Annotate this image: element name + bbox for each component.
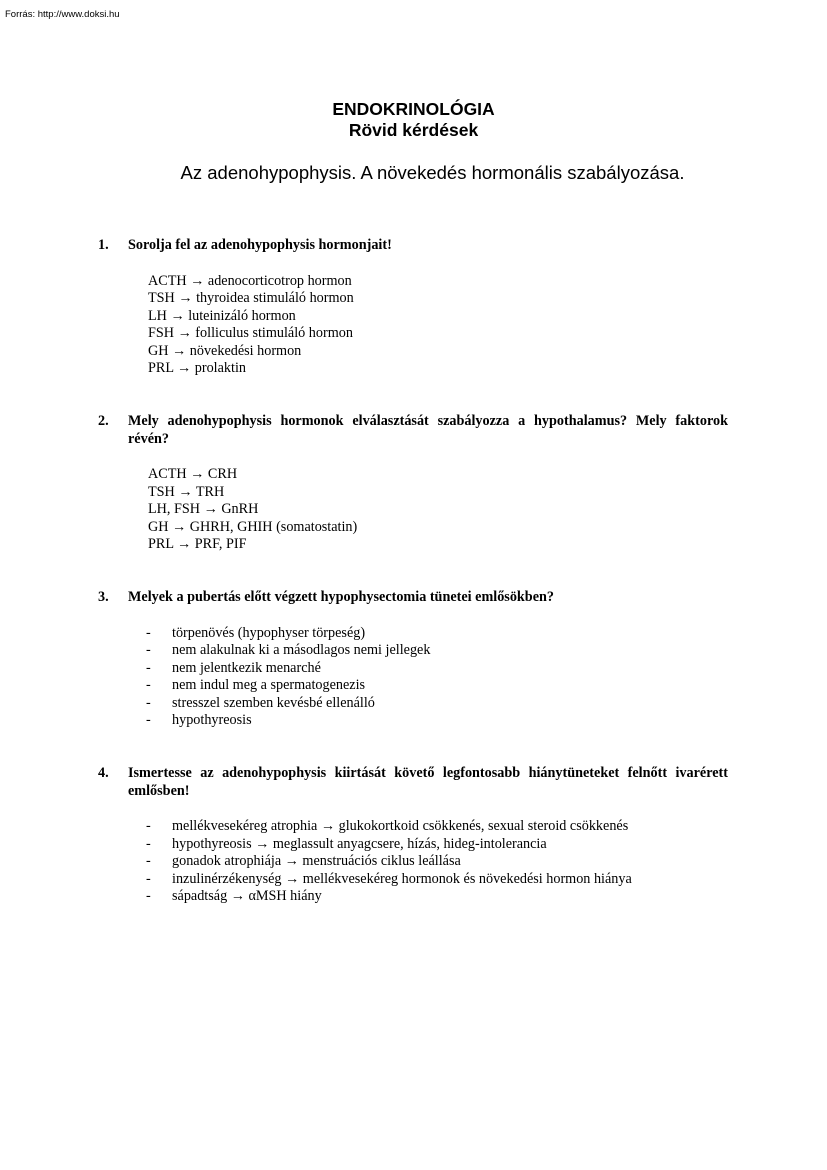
- document-title: [0, 99, 827, 141]
- list-item-text: hypothyreosis → meglassult anyagcsere, hízás, hideg-intolerancia: [172, 835, 547, 852]
- question-number: 4.: [98, 765, 109, 781]
- list-item: TSH → thyroidea stimuláló hormon: [148, 290, 354, 306]
- list-item: [146, 712, 728, 730]
- list-item: [146, 695, 728, 713]
- list-item: GH → növekedési hormon: [148, 342, 302, 359]
- list-item: [146, 677, 728, 695]
- list-item: [146, 625, 728, 643]
- question-number: 2.: [98, 413, 109, 429]
- list-item: PRL → prolaktin: [148, 360, 246, 376]
- list-item-text: törpenövés (hypophyser törpeség): [172, 624, 366, 641]
- answer-list: [148, 273, 728, 378]
- list-item-text: hypothyreosis: [172, 712, 252, 728]
- question-2: [98, 413, 728, 554]
- bullet-dash: -: [146, 624, 151, 641]
- list-item-text: nem indul meg a spermatogenezis: [172, 677, 366, 693]
- list-item: [146, 642, 728, 660]
- question-text: Mely adenohypophysis hormonok elválasztását szabályozza a hypothalamus? Mely faktorok révén?: [128, 413, 728, 447]
- list-item: [146, 836, 728, 854]
- subtitle-line: Rövid kérdések: [348, 120, 479, 140]
- bullet-dash: -: [146, 818, 151, 834]
- list-item-text: sápadtság → αMSH hiány: [172, 888, 322, 904]
- list-item: [146, 660, 728, 678]
- answer-list: [148, 466, 728, 554]
- list-item: GH → GHRH, GHIH (somatostatin): [148, 518, 358, 535]
- bullet-dash: -: [146, 870, 151, 887]
- bullet-dash: -: [146, 853, 151, 869]
- question-heading: [98, 765, 728, 800]
- source-line: Forrás: http://www.doksi.hu: [5, 9, 120, 20]
- list-item: LH, FSH → GnRH: [148, 501, 259, 517]
- list-item: LH → luteinizáló hormon: [148, 307, 296, 324]
- question-number: 3.: [98, 589, 109, 605]
- question-text: Ismertesse az adenohypophysis kiirtását követő legfontosabb hiánytüneteket felnőtt ivarérett emlősben!: [128, 765, 728, 799]
- bullet-dash: -: [146, 659, 151, 676]
- question-heading: [98, 589, 728, 607]
- bullet-dash: -: [146, 642, 151, 658]
- list-item: TSH → TRH: [148, 483, 225, 500]
- bullet-dash: -: [146, 694, 151, 711]
- question-text: Sorolja fel az adenohypophysis hormonjait!: [128, 237, 392, 253]
- list-item: ACTH → CRH: [148, 466, 238, 482]
- bullet-dash: -: [146, 677, 151, 693]
- list-item: FSH → folliculus stimuláló hormon: [148, 325, 353, 341]
- bullet-dash: -: [146, 835, 151, 852]
- question-1: [98, 237, 728, 378]
- question-heading: [98, 237, 728, 255]
- list-item: [146, 888, 728, 906]
- bullet-dash: -: [146, 888, 151, 904]
- bullet-dash: -: [146, 712, 151, 728]
- question-4: [98, 765, 728, 906]
- list-item-text: nem alakulnak ki a másodlagos nemi jellegek: [172, 642, 431, 658]
- title-line: ENDOKRINOLÓGIA: [332, 99, 495, 119]
- list-item-text: inzulinérzékenység → mellékvesekéreg hormonok és növekedési hormon hiánya: [172, 870, 632, 887]
- list-item: ACTH → adenocorticotrop hormon: [148, 272, 352, 289]
- list-item-text: mellékvesekéreg atrophia → glukokortkoid csökkenés, sexual steroid csökkenés: [172, 818, 629, 834]
- question-text: Melyek a pubertás előtt végzett hypophysectomia tünetei emlősökben?: [128, 589, 554, 605]
- question-number: 1.: [98, 237, 109, 253]
- list-item: PRL → PRF, PIF: [148, 536, 247, 552]
- list-item-text: gonadok atrophiája → menstruációs ciklus leállása: [172, 853, 461, 869]
- answer-list: [146, 818, 728, 906]
- list-item: [146, 818, 728, 836]
- list-item: [146, 853, 728, 871]
- topic-heading: Az adenohypophysis. A növekedés hormonális szabályozása.: [180, 162, 685, 183]
- answer-list: [146, 625, 728, 730]
- list-item-text: nem jelentkezik menarché: [172, 659, 321, 676]
- question-heading: [98, 413, 728, 448]
- list-item-text: stresszel szemben kevésbé ellenálló: [172, 694, 375, 711]
- list-item: [146, 871, 728, 889]
- question-3: [98, 589, 728, 730]
